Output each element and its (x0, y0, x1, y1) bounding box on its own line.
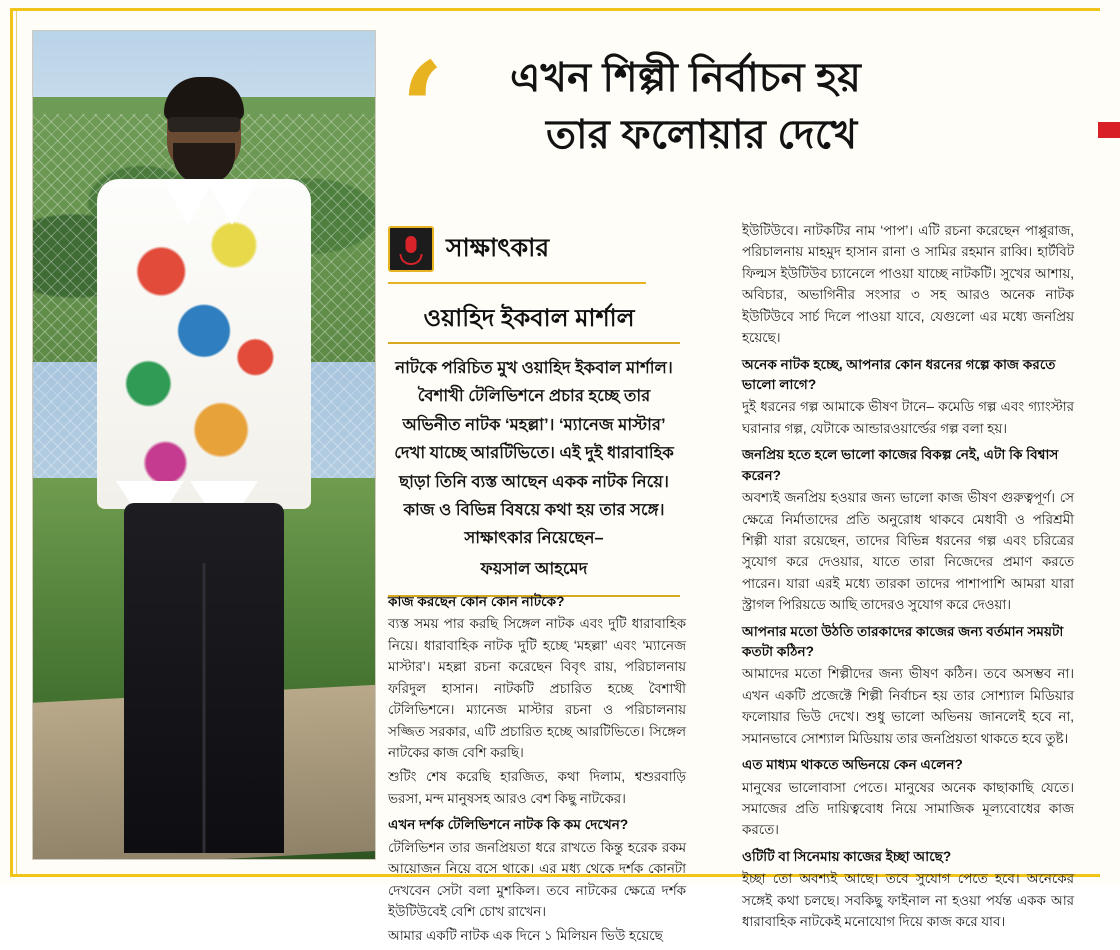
intro-author: ফয়সাল আহমেদ (480, 559, 588, 578)
headline-line-2: তার ফলোয়ার দেখে (546, 112, 858, 157)
intro-standfirst (388, 342, 680, 597)
page-title (388, 35, 1088, 185)
answer: মানুষের ভালোবাসা পেতে। মানুষের অনেক কাছাকাছি যেতে। সমাজের প্রতি দায়িত্ববোধ নিয়ে সামাজিক মূল্যবোধের কাজ করতে। (742, 779, 1074, 838)
quote-mark-icon: ‘ (400, 35, 445, 185)
page-border-left-inner (16, 8, 17, 877)
question: অনেক নাটক হচ্ছে, আপনার কোন ধরনের গল্পে কাজ করতে ভালো লাগে? (742, 356, 1056, 393)
answer: দুই ধরনের গল্প আমাকে ভীষণ টানে– কমেডি গল্প এবং গ্যাংস্টার ঘরানার গল্প, যেটাকে আন্ডারওয়ার্ল্ডের গল্প বলা হয়। (742, 399, 1074, 436)
qa-column-right (742, 220, 1074, 936)
answer: টেলিভিশন তার জনপ্রিয়তা ধরে রাখতে কিন্তু হরেক রকম আয়োজন নিয়ে বসে থাকে। এর মধ্য থেকে দর্শক কোনটা দেখবেন সেটা বলা মুশকিল। তবে নাটকের ক্ষেত্রে দর্শক ইউটিউবেই বেশি চোখ রাখেন। (388, 839, 686, 920)
question: এত মাধ্যম থাকতে অভিনয়ে কেন এলেন? (742, 757, 963, 773)
answer: আমাদের মতো শিল্পীদের জন্য ভীষণ কঠিন। তবে অসম্ভব না। এখন একটি প্রজেক্টে শিল্পী নির্বাচন হয় তার সোশ্যাল মিডিয়ার ফলোয়ার ভিউ দেখে। শুধু ভালো অভিনয় জানলেই হবে না, সমানভাবে সোশ্যাল মিডিয়ায় তার জনপ্রিয়তা থাকতে হবে তুষ্ট। (742, 666, 1074, 746)
answer: অবশ্যই জনপ্রিয় হওয়ার জন্য ভালো কাজ ভীষণ গুরুত্বপূর্ণ। সে ক্ষেত্রে নির্মাতাদের প্রতি অনুরোধ থাকবে মেধাবী ও পরিশ্রমী শিল্পী যারা রয়েছেন, তাদের বিভিন্ন ধরনের গল্প এবং চরিত্রের সুযোগ করে দেওয়ার, যাতে তারা নিজেদের প্রমাণ করতে পারেন। যারা এরই মধ্যে তারকা তাদের পাশাপাশি আমরা যারা স্ট্রাগল পিরিয়ডে আছি তাদেরও সুযোগ করে দেওয়া। (742, 490, 1074, 613)
question: ওটিটি বা সিনেমায় কাজের ইচ্ছা আছে? (742, 848, 952, 864)
interview-meta (388, 226, 658, 340)
page-border-top (10, 8, 1100, 11)
section-label: সাক্ষাৎকার (446, 233, 550, 262)
photo-trousers (124, 503, 284, 853)
red-edge-tab (1098, 122, 1120, 138)
qa-column-left (388, 592, 686, 950)
headline-line-1: এখন শিল্পী নির্বাচন হয় (510, 56, 862, 100)
interview-label-row (388, 226, 658, 272)
divider (388, 282, 646, 284)
answer: ইচ্ছা তো অবশ্যই আছে। তবে সুযোগ পেতে হবে। অনেকের সঙ্গেই কথা চলছে। সবকিছু ফাইনাল না হওয়া পর্যন্ত একক আর ধারাবাহিক নাটকেই মনোযোগ দিয়ে কাজ করে যাব। (742, 871, 1074, 930)
article-content (26, 20, 1094, 944)
headline-block (388, 35, 1088, 185)
answer: ব্যস্ত সময় পার করছি সিঙ্গেল নাটক এবং দুটি ধারাবাহিক নিয়ে। ধারাবাহিক নাটক দুটি হচ্ছে ‘মহল্লা’ এবং ‘ম্যানেজ মাস্টার’। মহল্লা রচনা করেছেন বিবৃৎ রায়, পরিচালনায় ফরিদুল হাসান। নাটকটি প্রচারিত হচ্ছে বৈশাখী টেলিভিশনে। ম্যানেজ মাস্টার রচনা ও পরিচালনায় সজ্জিত সরকার, এটি প্রচারিত হচ্ছে আরটিভিতে। সিঙ্গেল নাটকের কাজ বেশি করছি। (388, 616, 686, 761)
photo-hair (164, 77, 244, 121)
subject-name: ওয়াহিদ ইকবাল মার্শাল (423, 305, 635, 332)
photo-floral-shirt (97, 179, 311, 509)
question: জনপ্রিয় হতে হলে ভালো কাজের বিকল্প নেই, এটা কি বিশ্বাস করেন? (742, 447, 1059, 483)
answer: ইউটিউবে। নাটকটির নাম ‘পাপ’। এটি রচনা করেছেন পাপ্পুরাজ, পরিচালনায় মাহমুদ হাসান রানা ও সামির রহমান রাব্বি। হার্টবিট ফিল্মস ইউটিউব চ্যানেলে পাওয়া যাচ্ছে নাটকটি। সুখের আশায়, অবিচার, অভাগিনীর সংসার ৩ সহ আরও অনেক নাটক ইউটিউবে সার্চ দিলে পাওয়া যাবে, যেগুলো এর মধ্যে জনপ্রিয় হয়েছে। (742, 223, 1074, 346)
microphone-icon (388, 226, 434, 272)
photo-subject (90, 83, 318, 853)
intro-text: নাটকে পরিচিত মুখ ওয়াহিদ ইকবাল মার্শাল। বৈশাখী টেলিভিশনে প্রচার হচ্ছে তার অভিনীত নাটক ‘মহল্লা’। ‘ম্যানেজ মাস্টার’ দেখা যাচ্ছে আরটিভিতে। এই দুই ধারাবাহিক ছাড়া তিনি ব্যস্ত আছেন একক নাটক নিয়ে। কাজ ও বিভিন্ন বিষয়ে কথা হয় তার সঙ্গে। সাক্ষাৎকার নিয়েছেন– (394, 359, 674, 548)
page-border-left (10, 8, 13, 877)
answer: শুটিং শেষ করেছি হারজিত, কথা দিলাম, শ্বশুরবাড়ি ভরসা, মন্দ মানুষসহ আরও বেশ কিছু নাটকের। (388, 769, 686, 806)
answer: আমার একটি নাটক এক দিনে ১ মিলিয়ন ভিউ হয়েছে (388, 928, 663, 944)
sunglasses-icon (168, 117, 240, 132)
question: এখন দর্শক টেলিভিশনে নাটক কি কম দেখেন? (388, 817, 629, 833)
question: আপনার মতো উঠতি তারকাদের কাজের জন্য বর্তমান সময়টা কতটা কঠিন? (742, 623, 1064, 660)
question: কাজ করছেন কোন কোন নাটকে? (388, 594, 565, 609)
photo-collar-right (206, 179, 258, 225)
interviewee-photo (32, 30, 376, 860)
